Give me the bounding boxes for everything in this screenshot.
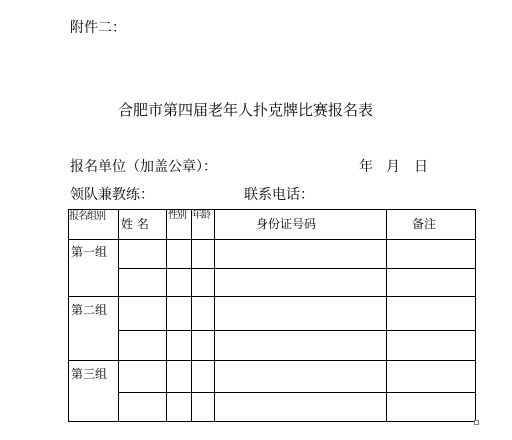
page-title: 合肥市第四届老年人扑克牌比赛报名表 bbox=[118, 101, 374, 119]
header-age: 年龄 bbox=[192, 210, 210, 221]
group-label-third: 第三组 bbox=[71, 367, 108, 381]
date-month-label: 月 bbox=[386, 159, 400, 175]
table-column-divider bbox=[118, 209, 119, 422]
table-resize-handle[interactable] bbox=[474, 420, 479, 425]
table-border-left bbox=[68, 209, 69, 422]
header-gender: 性别 bbox=[168, 210, 186, 221]
table-column-divider bbox=[166, 209, 167, 422]
date-year-label: 年 bbox=[359, 159, 373, 175]
team-leader-label: 领队兼教练： bbox=[70, 187, 154, 203]
header-name: 姓 名 bbox=[121, 217, 149, 231]
header-id-number: 身份证号码 bbox=[256, 217, 317, 231]
header-note: 备注 bbox=[412, 217, 437, 231]
table-header-divider bbox=[68, 239, 476, 240]
table-group-divider bbox=[68, 360, 476, 361]
date-day-label: 日 bbox=[414, 159, 428, 175]
table-column-divider bbox=[214, 209, 215, 422]
registration-unit-label: 报名单位（加盖公章）： bbox=[70, 159, 217, 175]
table-border-top bbox=[68, 209, 476, 210]
table-border-right bbox=[475, 209, 476, 422]
table-border-bottom bbox=[68, 421, 476, 422]
table-row-divider bbox=[118, 330, 476, 331]
table-column-divider bbox=[191, 209, 192, 422]
table-row-divider bbox=[118, 268, 476, 269]
table-row-divider bbox=[118, 392, 476, 393]
attachment-label: 附件二： bbox=[70, 20, 126, 36]
table-column-divider bbox=[386, 209, 387, 422]
group-label-second: 第二组 bbox=[71, 303, 108, 317]
table-group-divider bbox=[68, 296, 476, 297]
header-group: 报名组别 bbox=[69, 211, 105, 222]
contact-phone-label: 联系电话： bbox=[244, 187, 314, 203]
group-label-first: 第一组 bbox=[71, 245, 108, 259]
